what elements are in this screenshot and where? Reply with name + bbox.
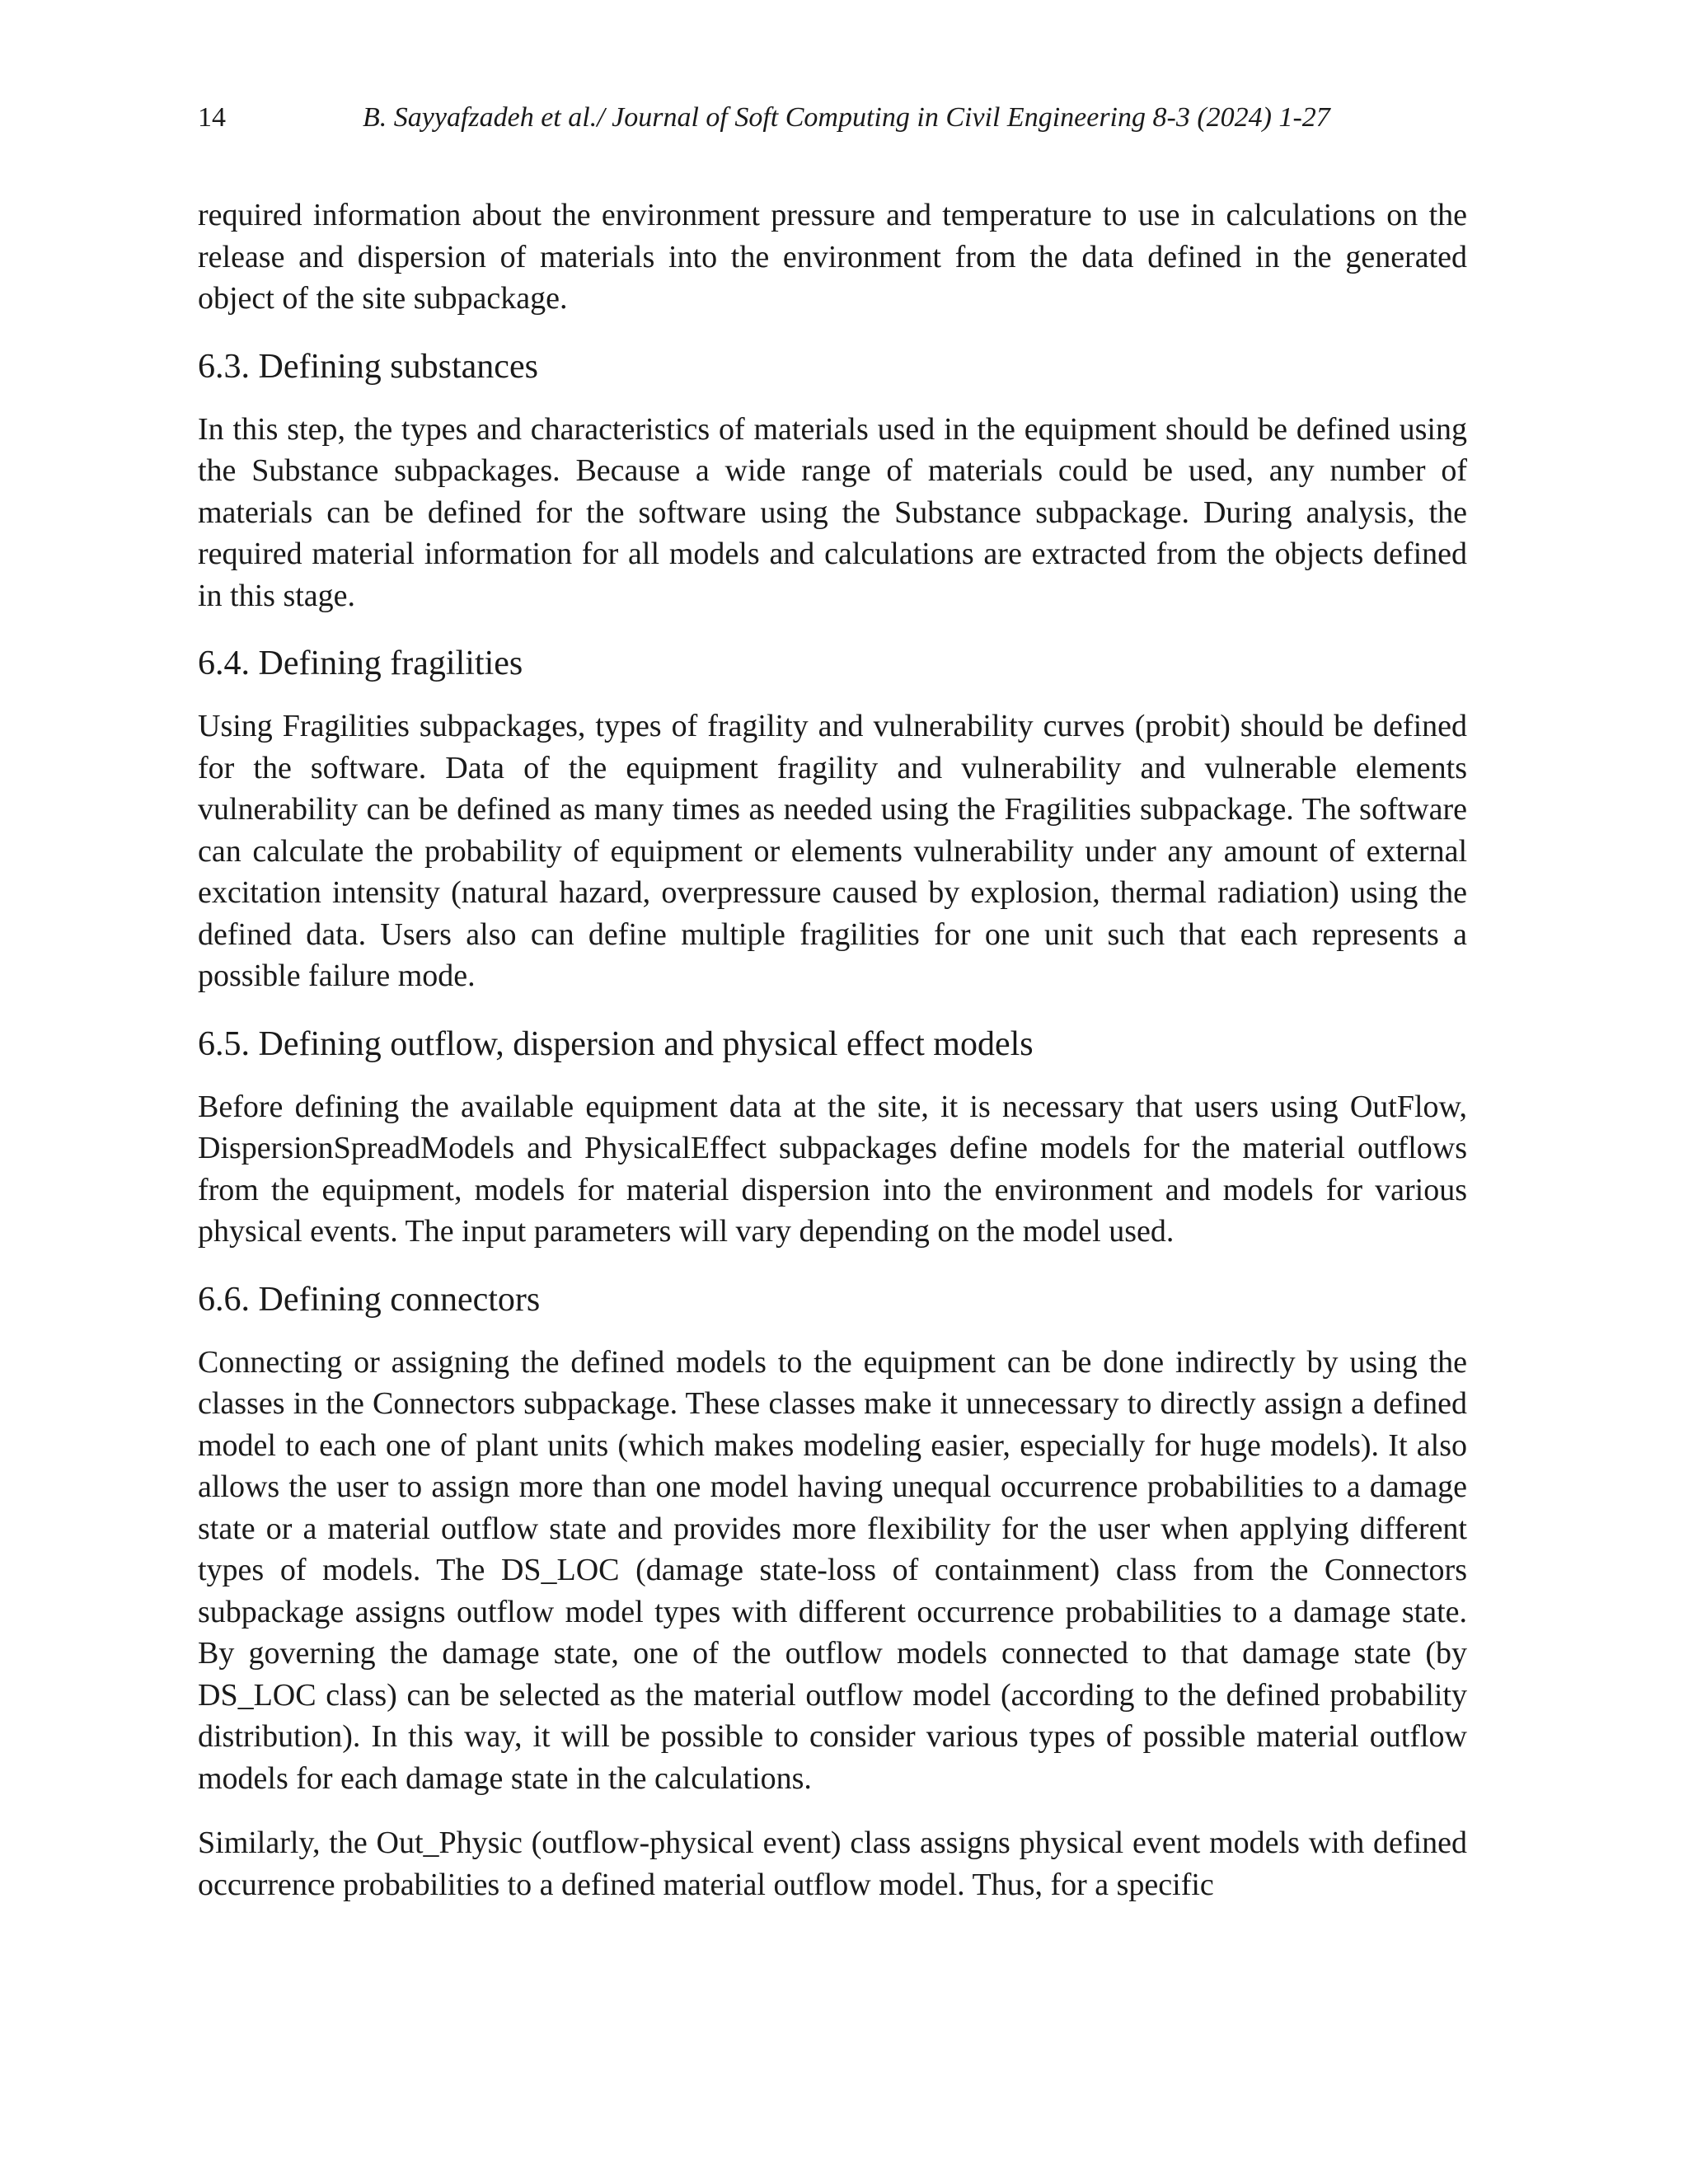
section-heading-outflow-models: 6.5. Defining outflow, dispersion and physical effect models bbox=[198, 1024, 1034, 1063]
paragraph-substances: In this step, the types and characteristics of materials used in the equipment should be defined using the Substance subpackages. Because a wide range of materials could be used, any number of materials can be defined for the software using the Substance subpackage. During analysis, the required material information for all models and calculations are extracted from the objects defined in this stage. bbox=[198, 411, 1467, 613]
running-head: B. Sayyafzadeh et al./ Journal of Soft Computing in Civil Engineering 8-3 (2024) 1-27 bbox=[363, 102, 1330, 133]
section-heading-substances: 6.3. Defining substances bbox=[198, 347, 538, 386]
intro-paragraph: required information about the environment pressure and temperature to use in calculations on the release and dispersion of materials into the environment from the data defined in the generated object of the site subpackage. bbox=[198, 198, 1467, 316]
section-heading-fragilities: 6.4. Defining fragilities bbox=[198, 644, 523, 682]
paragraph-connectors: Connecting or assigning the defined models to the equipment can be done indirectly by using the classes in the Connectors subpackage. These classes make it unnecessary to directly assign a defined model to each one of plant units (which makes modeling easier, especially for huge models). It also allows the user to assign more than one model having unequal occurrence probabilities to a damage state or a material outflow state and provides more flexibility for the user when applying different types of models. The DS_LOC (damage state-loss of containment) class from the Connectors subpackage assigns outflow model types with different occurrence probabilities to a damage state. By governing the damage state, one of the outflow models connected to that damage state (by DS_LOC class) can be selected as the material outflow model (according to the defined probability distribution). In this way, it will be possible to consider various types of possible material outflow models for each damage state in the calculations. bbox=[198, 1344, 1467, 1796]
paragraph-outflow-models: Before defining the available equipment data at the site, it is necessary that users using OutFlow, DispersionSpreadModels and PhysicalEffect subpackages define models for the material outflows from the equipment, models for material dispersion into the environment and models for various physical events. The input parameters will vary depending on the model used. bbox=[198, 1089, 1467, 1249]
paragraph-out-physic: Similarly, the Out_Physic (outflow-physical event) class assigns physical event models with defined occurrence probabilities to a defined material outflow model. Thus, for a specific bbox=[198, 1825, 1467, 1902]
section-heading-connectors: 6.6. Defining connectors bbox=[198, 1280, 541, 1319]
page-header bbox=[198, 97, 1467, 138]
body-text bbox=[198, 194, 1467, 1929]
paragraph-fragilities: Using Fragilities subpackages, types of fragility and vulnerability curves (probit) should be defined for the software. Data of the equipment fragility and vulnerability and vulnerable elements vulnerability can be defined as many times as needed using the Fragilities subpackage. The software can calculate the probability of equipment or elements vulnerability under any amount of external excitation intensity (natural hazard, overpressure caused by explosion, thermal radiation) using the defined data. Users also can define multiple fragilities for one unit such that each represents a possible failure mode. bbox=[198, 709, 1467, 993]
page-number: 14 bbox=[198, 102, 226, 133]
